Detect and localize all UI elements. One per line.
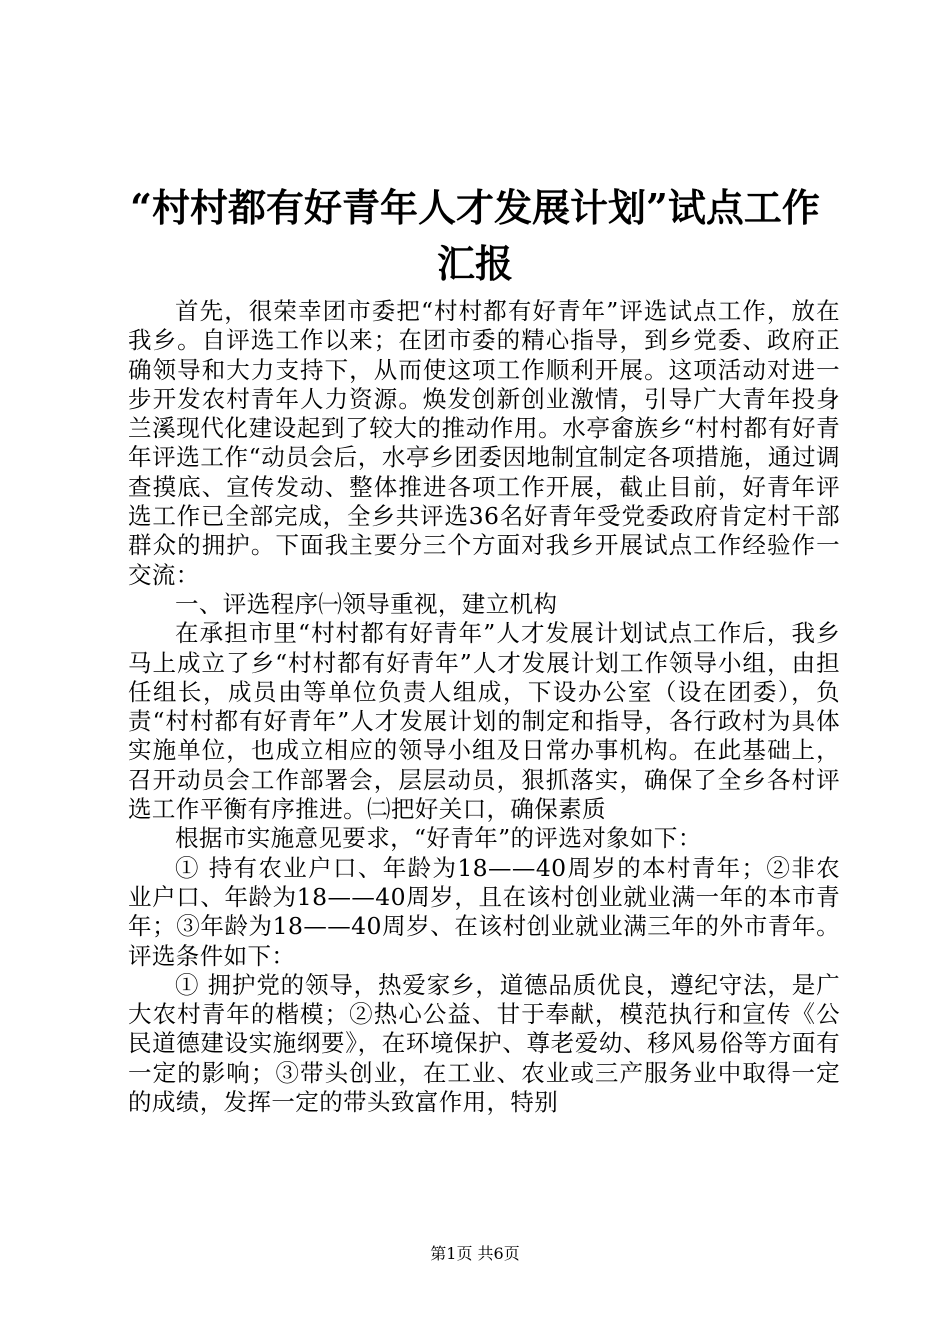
paragraph: 根据市实施意见要求，“好青年”的评选对象如下： bbox=[175, 824, 702, 853]
paragraph: ① 持有农业户口、年龄为18——40周岁的本村青年；②非农业户口、年龄为18——40周岁，且在该村创业就业满一年的本市青年；③年龄为18——40周岁、在该村创业就业满三年的外市青年。评选条件如下： bbox=[128, 853, 840, 970]
paragraph: 首先，很荣幸团市委把“村村都有好青年”评选试点工作，放在我乡。自评选工作以来；在团市委的精心指导，到乡党委、政府正确领导和大力支持下，从而使这项工作顺利开展。这项活动对进一步开发农村青年人力资源。焕发创新创业激情，引导广大青年投身兰溪现代化建设起到了较大的推动作用。水亭畲族乡“村村都有好青年评选工作“动员会后，水亭乡团委因地制宜制定各项措施，通过调查摸底、宣传发动、整体推进各项工作开展，截止目前，好青年评选工作已全部完成，全乡共评选36名好青年受党委政府肯定村干部群众的拥护。下面我主要分三个方面对我乡开展试点工作经验作一交流： bbox=[128, 297, 840, 589]
page-footer: 第1页 共6页 bbox=[430, 1244, 520, 1263]
document-body bbox=[128, 297, 840, 1117]
paragraph: 一、评选程序㈠领导重视，建立机构 bbox=[175, 589, 558, 618]
paragraph: 在承担市里“村村都有好青年”人才发展计划试点工作后，我乡马上成立了乡“村村都有好青年”人才发展计划工作领导小组，由担任组长，成员由等单位负责人组成，下设办公室（设在团委），负责“村村都有好青年”人才发展计划的制定和指导，各行政村为具体实施单位，也成立相应的领导小组及日常办事机构。在此基础上，召开动员会工作部署会，层层动员，狠抓落实，确保了全乡各村评选工作平衡有序推进。㈡把好关口，确保素质 bbox=[128, 619, 840, 824]
paragraph: ① 拥护党的领导，热爱家乡，道德品质优良，遵纪守法，是广大农村青年的楷模；②热心公益、甘于奉献，模范执行和宣传《公民道德建设实施纲要》，在环境保护、尊老爱幼、移风易俗等方面有一定的影响；③带头创业，在工业、农业或三产服务业中取得一定的成绩，发挥一定的带头致富作用，特别 bbox=[128, 970, 840, 1117]
document-title: “村村都有好青年人才发展计划”试点工作汇报 bbox=[130, 185, 820, 286]
